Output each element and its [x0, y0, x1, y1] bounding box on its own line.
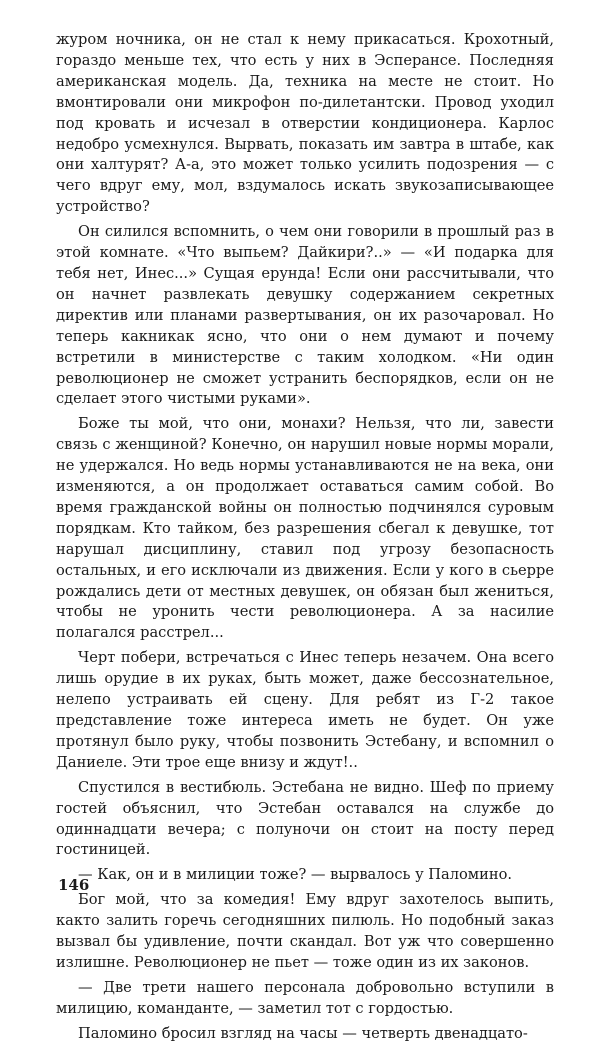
paragraph-5: Спустился в вестибюль. Эстебана не видно. Шеф по приему гостей объяснил, что Эстебан оставался на службе до одиннадцати вечера; с полуночи он стоит на посту перед гостиницей.: [56, 778, 554, 859]
paragraph-2: Он силился вспомнить, о чем они говорили в прошлый раз в этой комнате. «Что выпьем? Дайкири?..» — «И подарка для тебя нет, Инес...» Сущая ерунда! Если они рассчитывали, что он начнет развлекать девушку содержанием секретных директив или планами развертывания, он их разочаровал. Но теперь какникак ясно, что они о нем думают и почему встретили в министерстве с таким холодком. «Ни один революционер не сможет устранить беспорядков, если он не сделает этого чистыми руками».: [56, 223, 554, 408]
page-number: 146: [58, 876, 90, 894]
paragraph-7: Бог мой, что за комедия! Ему вдруг захотелось выпить, както залить горечь сегодняшних пилюль. Но подобный заказ вызвал бы удивление, почти скандал. Вот уж что совершенно излишне. Революционер не пьет — тоже один из их законов.: [56, 891, 554, 971]
paragraph-1: журом ночника, он не стал к нему прикасаться. Крохотный, гораздо меньше тех, что есть у них в Эсперансе. Последняя американская модель. Да, техника на месте не стоит. Но вмонтировали они микрофон по-дилетантски. Провод уходил под кровать и исчезал в отверстии кондиционера. Карлос недобро усмехнулся. Вырвать, показать им завтра в штабе, как они халтурят? А-а, это может только усилить подозрения — с чего вдруг ему, мол, вздумалось искать звукозаписывающее устройство?: [56, 31, 554, 216]
paragraph-3: Боже ты мой, что они, монахи? Нельзя, что ли, завести связь с женщиной? Конечно, он нарушил новые нормы морали, не удержался. Но ведь нормы устанавливаются не на века, они изменяются, а он продолжает оставаться самим собой. Во время гражданской войны он полностью подчинялся суровым порядкам. Кто тайком, без разрешения сбегал к девушке, тот нарушал дисциплину, ставил под угрозу безопасность остальных, и его исключали из движения. Если у кого в сьерре рождались дети от местных девушек, он обязан был жениться, чтобы не уронить чести революционера. А за насилие полагался расстрел...: [56, 415, 554, 642]
book-page: [56, 30, 554, 1042]
paragraph-9: Паломино бросил взгляд на часы — четверть двенадцато-: [78, 1024, 528, 1042]
paragraph-4: Черт побери, встречаться с Инес теперь незачем. Она всего лишь орудие в их руках, быть может, даже бессознательное, нелепо устраивать ей сцену. Для ребят из Г-2 такое представление тоже интереса иметь не будет. Он уже протянул было руку, чтобы позвонить Эстебану, и вспомнил о Даниеле. Эти трое еще внизу и ждут!..: [56, 649, 554, 771]
paragraph-8: — Две трети нашего персонала добровольно вступили в милицию, команданте, — заметил тот с гордостью.: [56, 978, 554, 1017]
paragraph-6: — Как, он и в милиции тоже? — вырвалось у Паломино.: [78, 866, 513, 884]
